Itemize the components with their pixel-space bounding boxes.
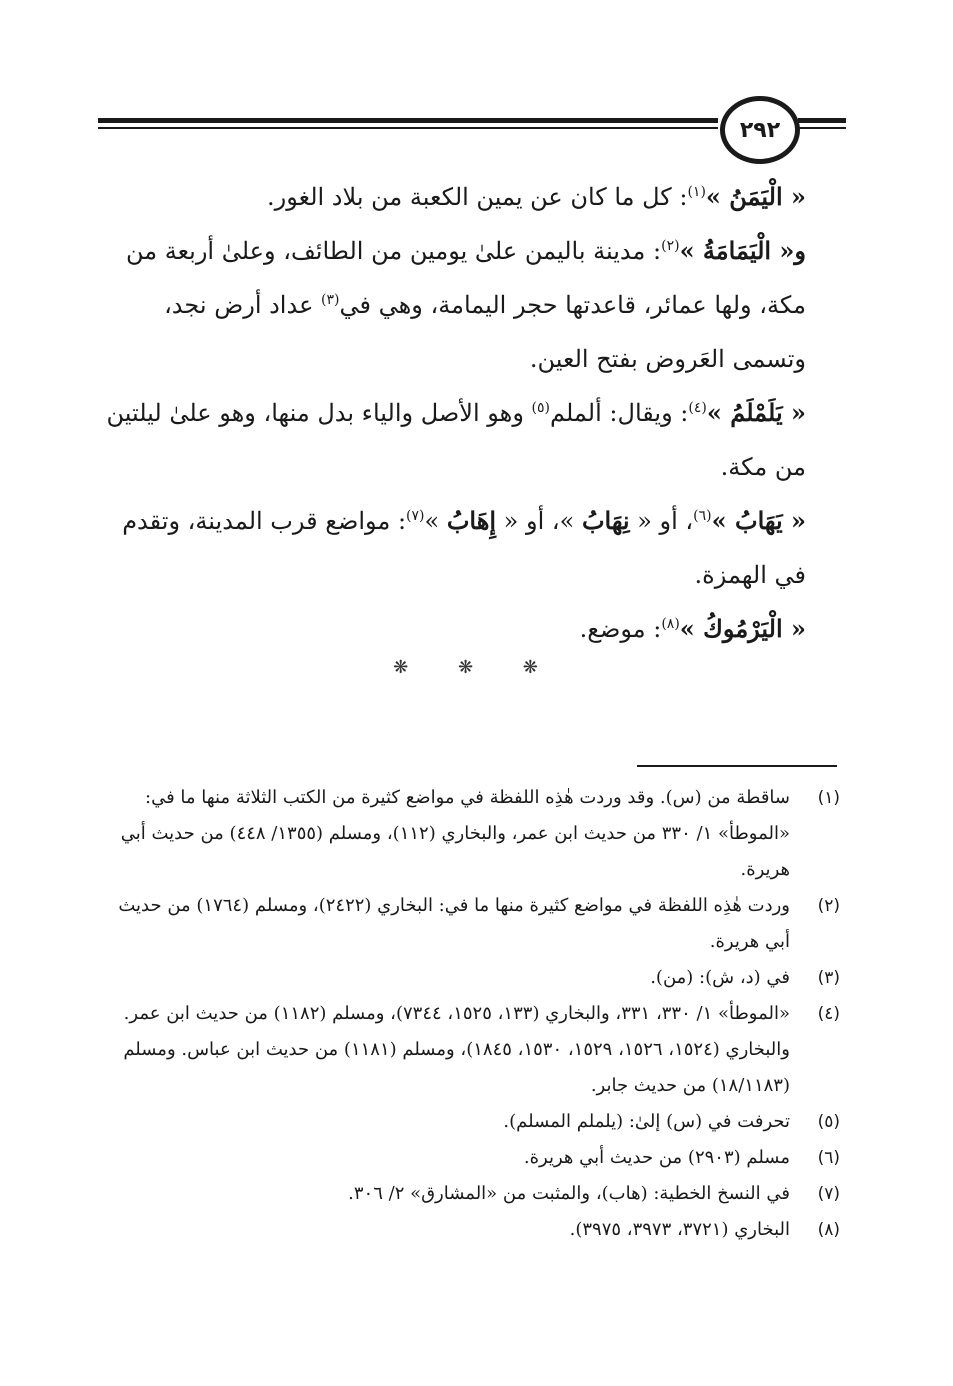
header-rule — [98, 127, 718, 129]
footnote-number: (١) — [817, 788, 840, 808]
footnote — [98, 888, 840, 960]
footnote-text: في (د، ش): (من). — [650, 967, 790, 988]
main-text — [100, 170, 840, 656]
footnote-number: (٧) — [817, 1184, 840, 1204]
head-word: إِهَابُ — [446, 506, 497, 535]
footnote-text: ساقطة من (س). وقد وردت هٰذِه اللفظة في مواضع كثيرة من الكتب الثلاثة منها ما في: «الموطأ» ١/ ٣٣٠ من حديث ابن عمر، والبخاري (١١٢)، ومسلم (١٣٥٥/ ٤٤٨) من حديث أبي هريرة. — [120, 787, 790, 880]
page-header — [98, 96, 846, 160]
footnote-number: (٣) — [817, 968, 840, 988]
entry-text: : ويقال: ألملم — [550, 399, 689, 427]
entry-yalamlam — [100, 386, 840, 494]
entry-yamama — [100, 224, 840, 386]
footnotes — [98, 780, 840, 1248]
header-rule — [98, 118, 718, 123]
head-word: نِهَابُ — [581, 506, 630, 535]
header-rule — [798, 118, 846, 123]
footnote-text: تحرفت في (س) إلىٰ: (يلملم المسلم). — [503, 1111, 790, 1132]
footnote-number: (٤) — [817, 1004, 840, 1024]
section-separator: ❋ ❋ ❋ — [393, 657, 560, 678]
entry-yemen — [100, 170, 840, 224]
footnote-text: البخاري (٣٧٢١، ٣٩٧٣، ٣٩٧٥). — [569, 1219, 790, 1240]
footnote-text: وردت هٰذِه اللفظة في مواضع كثيرة منها ما في: البخاري (٢٤٢٢)، ومسلم (١٧٦٤) من حديث أبي هريرة. — [118, 895, 790, 952]
footnote — [98, 1212, 840, 1248]
footnote — [98, 780, 840, 888]
footnote-mark: (٥) — [531, 400, 551, 416]
footnote-mark: (١) — [687, 184, 706, 200]
footnote — [98, 1176, 840, 1212]
entry-yahab — [100, 494, 840, 602]
entry-text: » — [424, 507, 447, 535]
footnote-mark: (٧) — [406, 508, 425, 524]
head-word: « يَلَمْلَمُ » — [706, 398, 806, 427]
footnote-divider — [637, 765, 837, 767]
footnote-text: في النسخ الخطية: (هاب)، والمثبت من «المشارق» ٢/ ٣٠٦. — [348, 1183, 790, 1204]
footnote-number: (٨) — [817, 1220, 840, 1240]
footnote-mark: (٢) — [661, 238, 680, 254]
head-word: و« الْيَمَامَةُ » — [679, 236, 806, 265]
footnote-mark: (٦) — [693, 508, 712, 524]
entry-text: : موضع. — [579, 615, 662, 643]
footnote — [98, 1140, 840, 1176]
footnote-mark: (٣) — [321, 292, 340, 308]
entry-text: وهو الأصل والياء بدل منها، وهو علىٰ ليلتين من مكة. — [106, 399, 806, 481]
footnote — [98, 1104, 840, 1140]
footnote-number: (٦) — [817, 1148, 840, 1168]
entry-text: : مدينة باليمن علىٰ يومين من الطائف، وعلىٰ أربعة من مكة، ولها عمائر، قاعدتها حجر اليمامة، وهي في — [125, 237, 806, 319]
entry-text: ، أو « — [629, 507, 694, 535]
entry-text: »، أو « — [496, 507, 582, 535]
head-word: « الْيَمَنُ » — [705, 182, 806, 211]
entry-yarmouk — [100, 602, 840, 656]
footnote-text: مسلم (٢٩٠٣) من حديث أبي هريرة. — [523, 1147, 790, 1168]
head-word: « يَهَابُ » — [711, 506, 806, 535]
entry-text: عداد أرض نجد، وتسمى العَروض بفتح العين. — [164, 291, 806, 373]
footnote-text: «الموطأ» ١/ ٣٣٠، ٣٣١، والبخاري (١٣٣، ١٥٢٥، ٧٣٤٤)، ومسلم (١١٨٢) من حديث ابن عمر. والبخاري (١٥٢٤، ١٥٢٦، ١٥٢٩، ١٥٣٠، ١٨٤٥)، ومسلم (١١٨١) من حديث ابن عباس. ومسلم (١٨/١١٨٣) من حديث جابر. — [123, 1003, 790, 1096]
header-rule — [798, 127, 846, 129]
entry-text: : كل ما كان عن يمين الكعبة من بلاد الغور. — [267, 183, 688, 211]
head-word: « الْيَرْمُوكُ » — [679, 614, 806, 643]
page-number: ٢٩٢ — [720, 96, 800, 164]
footnote — [98, 996, 840, 1104]
footnote-number: (٥) — [817, 1112, 840, 1132]
footnote-mark: (٤) — [688, 400, 707, 416]
footnote-number: (٢) — [817, 896, 840, 916]
footnote-mark: (٨) — [661, 616, 680, 632]
footnote — [98, 960, 840, 996]
entry-text: : مواضع قرب المدينة، وتقدم في الهمزة. — [122, 507, 806, 589]
